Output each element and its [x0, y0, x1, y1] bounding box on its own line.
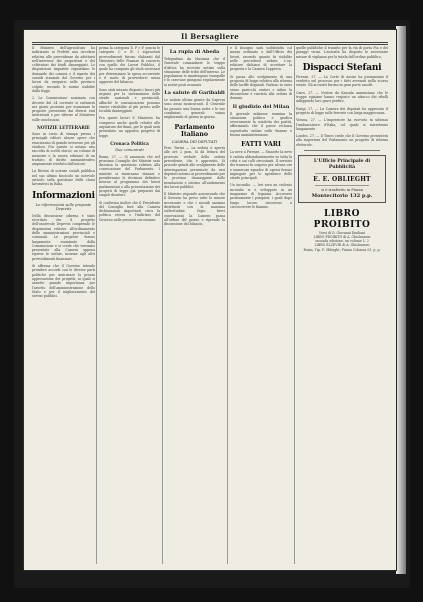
section-title: Informazioni — [32, 190, 95, 201]
section-heading: NOTIZIE LETTERARIE — [37, 125, 90, 131]
section-title: Parlamento Italiano — [174, 123, 215, 138]
article-paragraph: quelle pubbliche il transito per la via di porta Pia e dei paraggi vicini. L'autorità ha disposto le necessarie misure di vigilanza per la tutela dell'ordine pubblico. — [296, 46, 388, 59]
article-subheading: Le informazioni sulle proposte Depretis — [35, 202, 92, 212]
article-paragraph: La Rivista di scienze sociali pubblica nel suo ultimo fascicolo un notevole articolo sulla questione delle classi lavoratrici in Italia. — [32, 169, 95, 187]
section-title: Dispacci Stefani — [302, 62, 382, 73]
column-3 — [164, 46, 225, 566]
article-paragraph: Firenze, 27. — La Corte di Assise ha pronunziato il verdetto nel processo per i fatti avvenuti nella scorsa estate. Gli accusati furono in gran parte assolti. — [296, 74, 388, 88]
ad-book-line: Versi di D. Giovanni Emiliani — [318, 230, 366, 235]
column-divider — [162, 46, 163, 564]
article-paragraph: Un incendio. — Ieri sera un violento incendio si è sviluppato in un magazzino di legnami. Accorsero prontamente i pompieri, i quali dopo lungo lavoro riuscirono a circoscrivere le fiamme. — [230, 183, 292, 209]
section-title: FATTI VARI — [241, 141, 281, 149]
article-paragraph: La neve a Firenze. — Stanotte la neve è caduta abbondantemente su tutta la città e sui colli circostanti. Il servizio dei tramvai fu sospeso per alcune ore e numerose squadre di operai furono impiegate per lo sgombero delle strade principali. — [230, 150, 292, 181]
article-heading: La salute di Garibaldi — [164, 90, 225, 97]
newspaper-page — [24, 30, 396, 570]
column-4 — [230, 46, 292, 566]
ad-rule — [315, 173, 369, 174]
article-paragraph: Si conferma inoltre che il Presidente del Consiglio farà alla Camera dichiarazioni importanti circa la politica estera e l'indirizzo del Governo nelle presenti circostanze. — [99, 200, 160, 222]
ad-office-location: Montecitorio 132 p.p. — [311, 192, 373, 199]
ad-office-name: E. E. OBLIEGHT — [313, 176, 371, 184]
article-paragraph: e il bisogno sarà soddisfatto col mezzo ordinario e dall'Ufficio dei lavori, secondo quanto fu stabilito nelle precedenti sedute. L'on. relatore dichiara di accettare la proposta e la Camera l'approva. — [230, 46, 292, 72]
article-paragraph: Vienna, 27. — L'imperatore ha ricevuto in udienza l'ambasciatore d'Italia, col quale si intrattenne lungamente. — [296, 118, 388, 131]
article-paragraph: 2. La Commissione nominata con decreto del 24 corrente si radunerà nei giorni prossimi per esaminare le proposte presentate dai diversi enti interessati e per riferire al Ministero sulle conclusioni. — [32, 96, 95, 122]
article-paragraph: Cairo, 27. — Notizie da Kassala annunziano che le truppe egiziane hanno respinto un attacco dei ribelli infliggendo loro gravi perdite. — [296, 90, 388, 104]
ad-book-title: LIBRO PROIBITO — [313, 208, 371, 230]
ad-book-line: Roma, Tip. F. Oblieght, Piazza Colonna 61, p. p. — [303, 247, 381, 252]
header-rule-thin — [32, 44, 388, 45]
column-1 — [32, 46, 95, 566]
article-subheading: Due comunicati — [115, 147, 144, 152]
column-divider — [294, 46, 295, 564]
column-5 — [296, 46, 388, 566]
article-paragraph: Parigi, 27. — La Camera dei deputati ha approvato il progetto di legge sulle ferrovie con larga maggioranza. — [296, 106, 388, 115]
article-paragraph: Fra questi lavori il Ministero ha compreso anche quelli relativi alle arginature dei fiumi, per le quali sarà presentato un apposito progetto di legge. — [99, 116, 160, 138]
ad-rule — [315, 185, 369, 186]
article-paragraph: Il giornale milanese esamina la situazione politica e giudica severamente la condotta dei partiti, affermando che il paese reclama soprattutto ordine nelle finanze e buona amministrazione. — [230, 111, 292, 138]
running-head — [32, 32, 388, 42]
article-paragraph: Il Ministro dell'Agricoltura ha indirizzato ai Prefetti una circolare relativa alle provvidenze da adottarsi nell'interesse dei proprietari e dei coltivatori dei fondi danneggiati. Le disposizioni impartite riguardano le domande dei comuni e il riparto dei sussidi stanziati dal Governo per i lavori da eseguirsi nelle province colpite, secondo le norme stabilite dalla legge. — [32, 46, 95, 93]
ad-book-line: seconda edizione, un volume L. 2 — [315, 239, 369, 244]
ad-book-line: LIBRO PROIBITO di A. Ghislanzoni — [313, 235, 371, 240]
article-paragraph: Le notizie ultime giunte da Caprera sono assai rassicuranti. Il Generale ha passato una buona notte e le sue condizioni generali vanno migliorando di giorno in giorno. — [164, 98, 225, 120]
header-rule — [32, 42, 388, 43]
column-divider — [96, 46, 97, 564]
article-heading: Il giudizio del Milan — [232, 103, 290, 110]
section-heading: Cronaca Politica — [110, 140, 149, 146]
column-2 — [99, 46, 160, 566]
separator — [304, 150, 380, 151]
ad-office-title: L'Ufficio Principale di Pubblicità — [313, 159, 371, 171]
advertisement-oblieght — [298, 155, 386, 203]
article-paragraph: prima la categoria D, F e F, poscia le categorie C e B. I sopracitati provvedimenti furono elaborati dal Ministero delle Finanze di concerto con quello dei Lavori Pubblici, il quale ha compiuto gli studi necessari per determinare la spesa occorrente e il modo di provvedervi senza aggravio del bilancio. — [99, 46, 160, 85]
article-paragraph: Nella discussione odierna è stato ricordato che il progetto dell'onorevole Depretis comprende le disposizioni relative all'ordinamento delle amministrazioni provinciali e comunali. Le proposte furono largamente esaminate dalla Commissione e si crede che verranno presentate alla Camera appena riprese le sedute, insieme agli altri provvedimenti finanziari. — [32, 213, 95, 261]
article-paragraph: Sono in corso di stampa presso i principali editori alcune opere che riusciranno di grande interesse per gli studiosi. Fra queste si notano una raccolta di scritti storici, un volume di memorie e la nuova edizione di un trattato di diritto amministrativo ampiamente riveduto dall'autore. — [32, 132, 95, 167]
article-subheading: CAMERA DEI DEPUTATI — [171, 139, 218, 144]
binding-edge — [396, 26, 406, 574]
article-paragraph: Si afferma che il Governo intende prendere accordi con le diverse parti politiche per assicurare la pronta approvazione dei progetti, ai quali si annette grande importanza per l'assetto dell'amministrazione dello Stato e per il miglioramento dei servizi pubblici. — [32, 264, 95, 299]
ad-book-lines — [296, 231, 388, 252]
masthead-title: Il Bersagliere — [181, 32, 239, 41]
article-paragraph: Il Ministro risponde assicurando che il Governo ha preso tutte le misure necessarie e che i sussidi saranno distribuiti con la massima sollecitudine. Dopo brevi osservazioni la Camera passa all'ordine del giorno e riprende la discussione del bilancio. — [164, 192, 225, 227]
column-divider — [227, 46, 228, 564]
article-paragraph: Telegrafano da Massaua che il Generale comandante le truppe d'Africa ha ricevuto notizie sulla situazione delle tribù dell'interno. Le popolazioni si mantengono tranquille e le carovane giungono regolarmente ai nostri posti avanzati. — [164, 57, 225, 87]
article-heading: La rupia di Abeda — [169, 49, 220, 55]
article-paragraph: Pres. Farini — La seduta è aperta alle ore 2 pom. Si dà lettura del processo verbale della seduta precedente, che è approvato. Si procede quindi allo svolgimento delle interrogazioni presentate da vari deputati intorno ai provvedimenti per le province danneggiate dalle inondazioni e intorno all'andamento dei lavori pubblici. — [164, 146, 225, 189]
article-paragraph: Si passa allo svolgimento di una proposta di legge relativa alla riforma delle tariffe doganali. Parlano in vario senso parecchi oratori e infine la discussione è rinviata alla seduta di domani. — [230, 74, 292, 101]
ad-office-line: si è trasferito in Piazza — [321, 188, 363, 193]
article-paragraph: Roma, 27. — Si annunzia che nel prossimo Consiglio dei Ministri sarà discussa la questione relativa alla convocazione del Parlamento. I ministri si riuniranno domani e prenderanno le decisioni definitive intorno al programma dei lavori parlamentari e alla presentazione dei progetti di legge già preparati dai singoli dicasteri. — [99, 154, 160, 198]
article-paragraph: Londra, 27. — Il Times crede che il Governo presenterà alla riapertura del Parlamento un progetto di riforma elettorale. — [296, 134, 388, 147]
ad-book-line: LIBRO ELZEVIR di A. Ghislanzoni — [314, 243, 370, 248]
article-paragraph: Sono stati intanto disposti i lavori più urgenti per la sistemazione delle strade nazionali e provinciali, affinchè le comunicazioni possano essere ristabilite al più presto nelle località danneggiate. — [99, 87, 160, 114]
